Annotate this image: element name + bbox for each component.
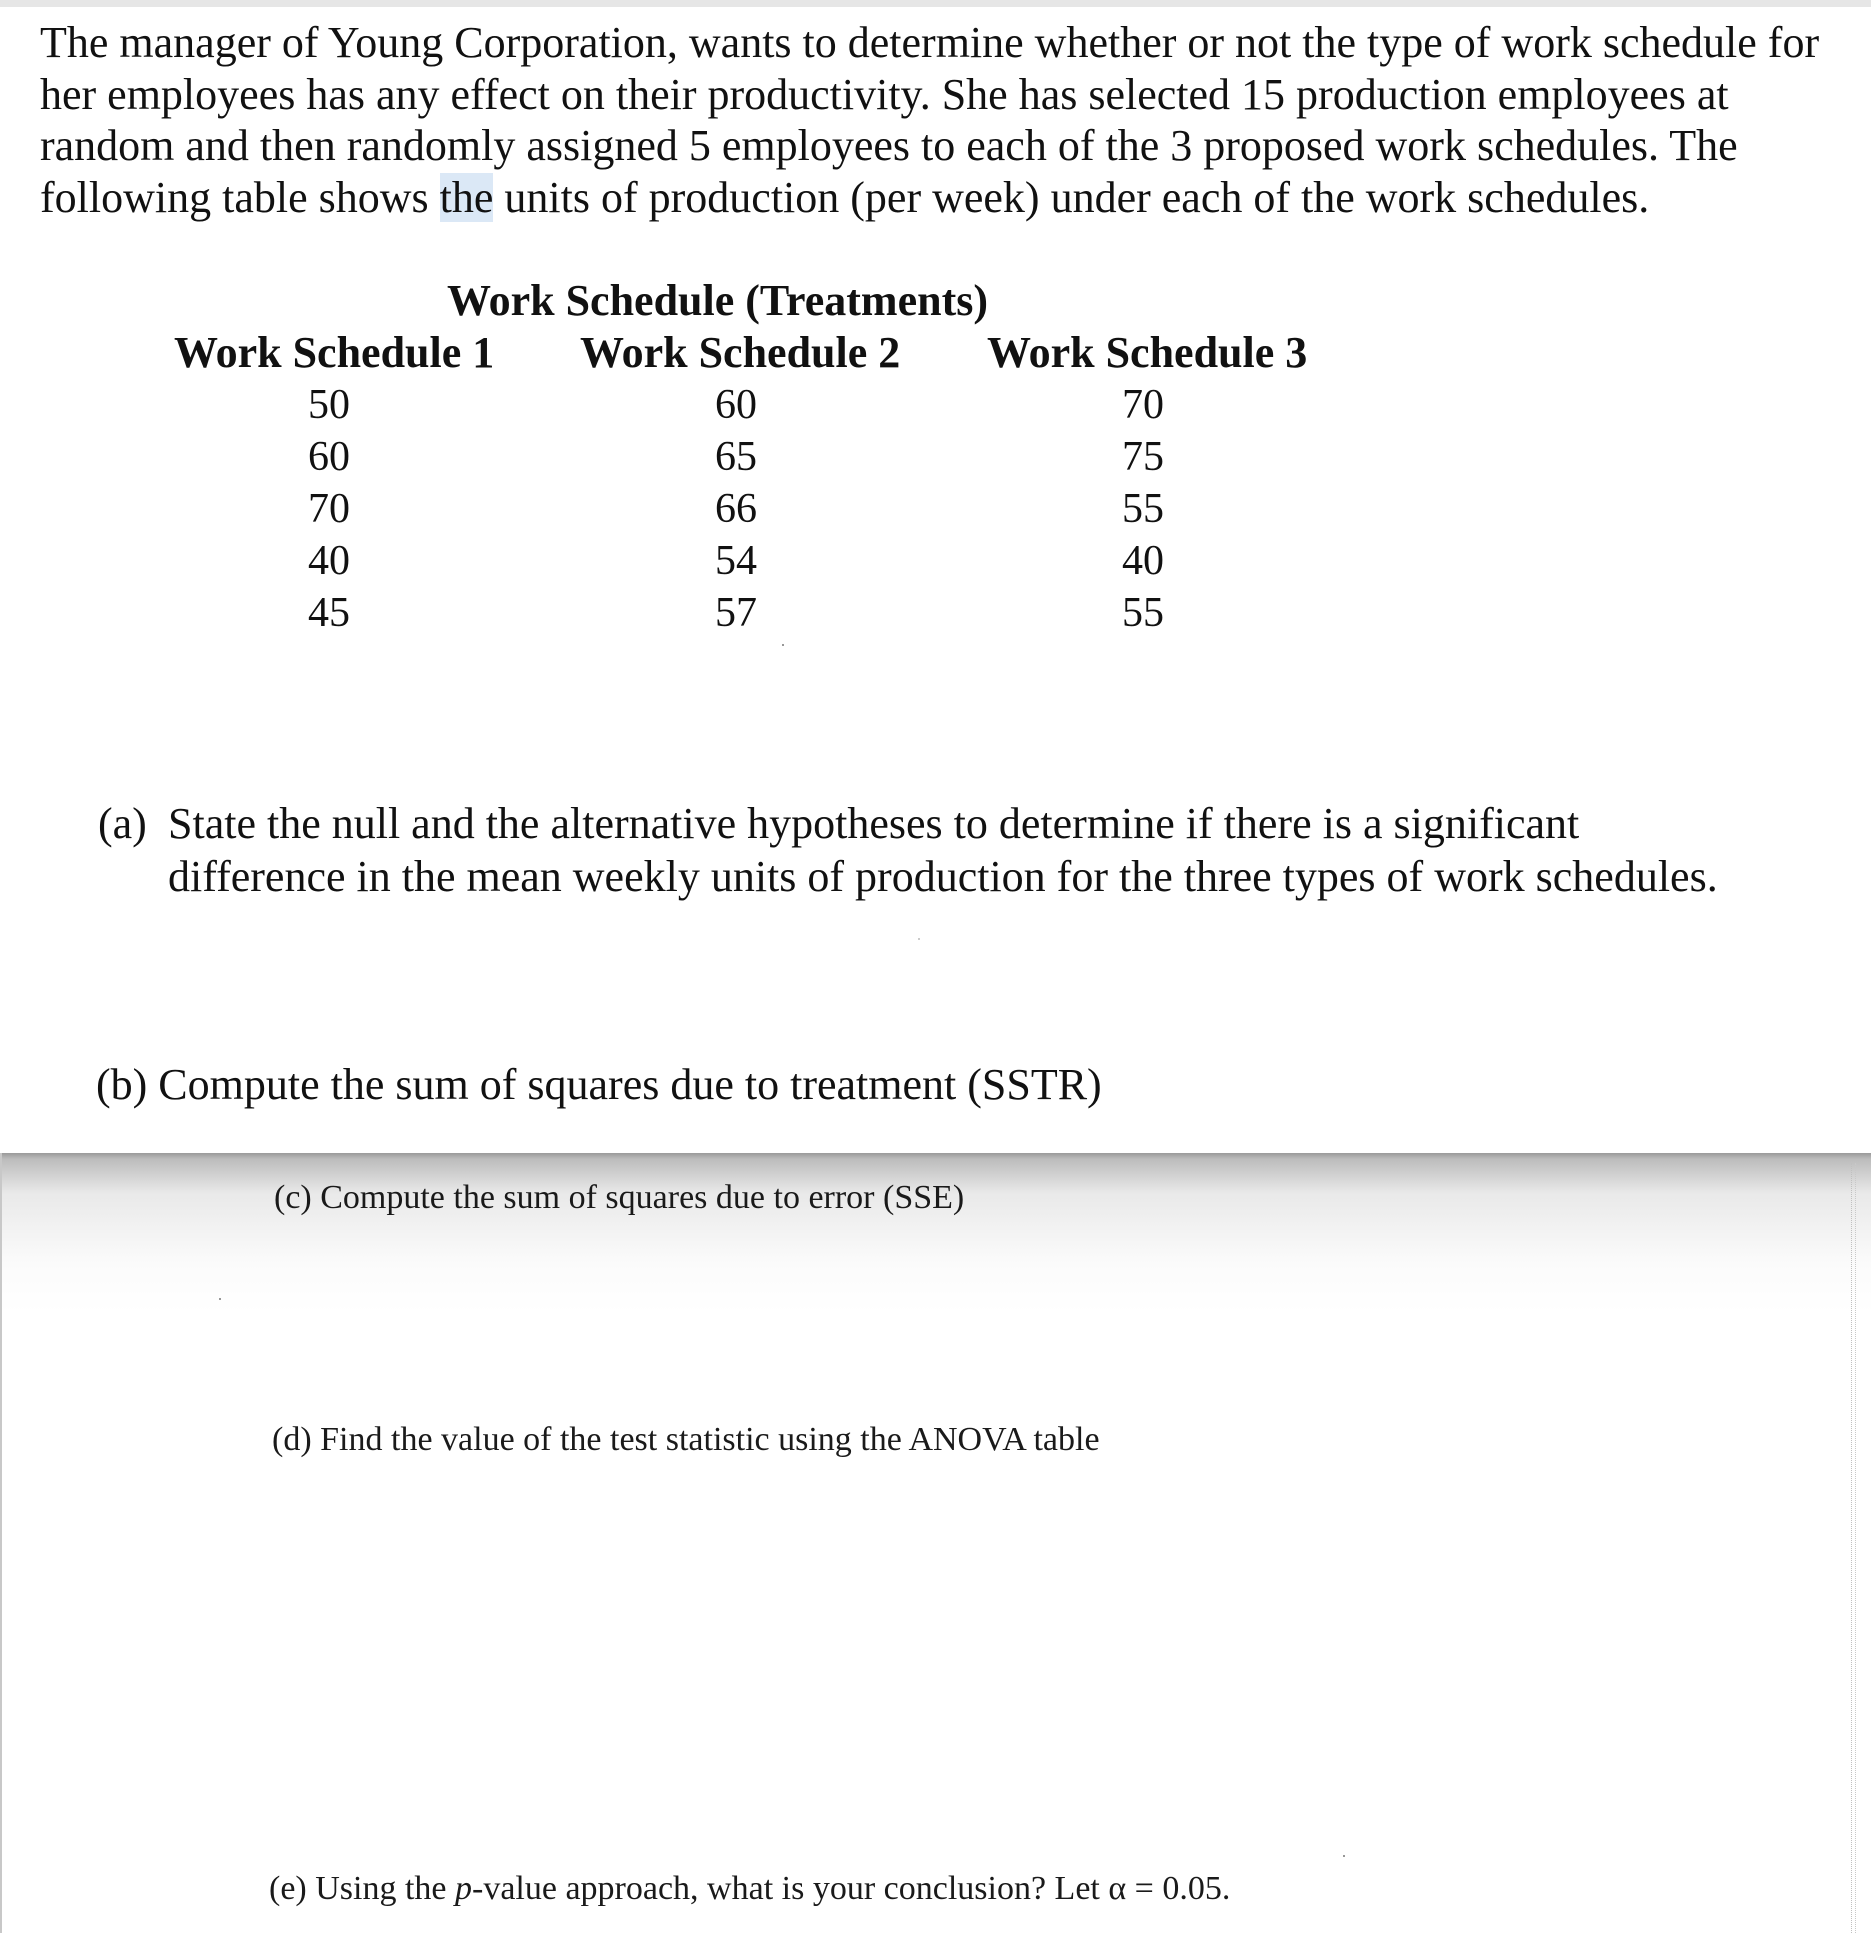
- table-caption: Work Schedule (Treatments): [447, 276, 988, 325]
- question-e-start: (e) Using the: [269, 1870, 456, 1907]
- table-cell: 60: [715, 382, 757, 428]
- question-e: [269, 1868, 1230, 1910]
- table-cell: 40: [1122, 538, 1164, 584]
- table-cell: 60: [308, 434, 350, 480]
- question-a-label: (a): [98, 799, 147, 848]
- question-a-line-2: difference in the mean weekly units of production for the three types of work schedules.: [168, 852, 1718, 901]
- selected-text-highlight[interactable]: the: [439, 172, 494, 222]
- problem-intro-paragraph: [40, 17, 1840, 223]
- question-d: (d) Find the value of the test statistic using the ANOVA table: [272, 1421, 1100, 1458]
- page-right-edge: [1851, 1163, 1856, 1933]
- table-cell: 66: [715, 486, 757, 532]
- table-cell: 55: [1122, 590, 1164, 636]
- question-c: (c) Compute the sum of squares due to error (SSE): [274, 1179, 965, 1216]
- question-e-end: -value approach, what is your conclusion? Let α = 0.05.: [472, 1870, 1231, 1907]
- table-cell: 55: [1122, 486, 1164, 532]
- stray-dot: [1343, 1855, 1345, 1857]
- stray-dot: [918, 938, 920, 940]
- intro-text-start: The manager of Young Corporation, wants to determine whether or not the type of work schedule for her employees has any effect on their productivity. She has selected 15 production employees at random and then randomly assigned 5 employees to each of the 3 proposed work schedules. The following table shows: [40, 18, 1820, 222]
- table-cell: 45: [308, 590, 350, 636]
- question-b: (b) Compute the sum of squares due to treatment (SSTR): [96, 1060, 1102, 1109]
- table-cell: 70: [1122, 382, 1164, 428]
- stray-dot: [782, 644, 784, 646]
- table-cell: 50: [308, 382, 350, 428]
- column-header-schedule-1: Work Schedule 1: [174, 328, 495, 377]
- table-cell: 75: [1122, 434, 1164, 480]
- table-cell: 57: [715, 590, 757, 636]
- table-cell: 40: [308, 538, 350, 584]
- problem-page-upper: [0, 7, 1871, 1153]
- table-cell: 70: [308, 486, 350, 532]
- intro-text-end: units of production (per week) under each of the work schedules.: [493, 172, 1650, 222]
- question-e-p-symbol: p: [455, 1870, 473, 1907]
- column-header-schedule-3: Work Schedule 3: [987, 328, 1308, 377]
- table-cell: 65: [715, 434, 757, 480]
- top-border-strip: [0, 0, 1871, 7]
- column-header-schedule-2: Work Schedule 2: [580, 328, 901, 377]
- problem-page-lower: [0, 1153, 1871, 1933]
- question-a-line-1: State the null and the alternative hypotheses to determine if there is a significant: [168, 799, 1580, 848]
- stray-dot: [219, 1298, 221, 1300]
- page-left-edge: [0, 1153, 2, 1933]
- table-cell: 54: [715, 538, 757, 584]
